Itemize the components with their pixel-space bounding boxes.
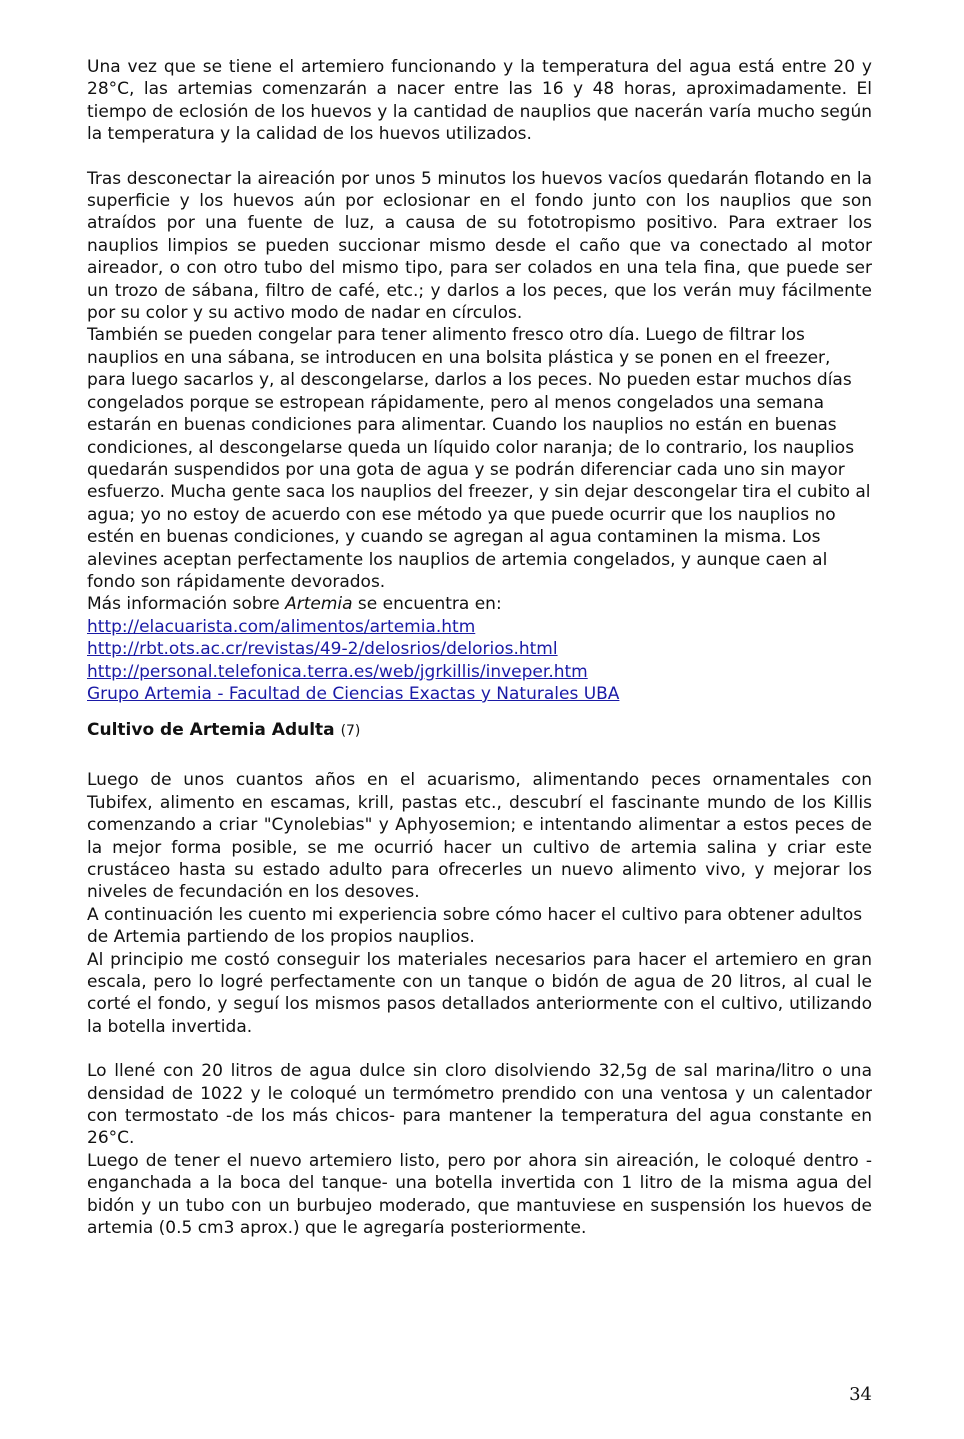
more-info-prefix: Más información sobre — [87, 594, 286, 615]
section-heading-ref: (7) — [340, 723, 361, 740]
paragraph-hatching: Una vez que se tiene el artemiero funcionando y la temperatura del agua está entre 20 y 28°C, las artemias comenzarán a nacer entre las 16 y 48 horas, aproximadamente. El tiempo de eclosión de los huevos y la cantidad de nauplios que nacerán varía mucho según la temperatura y la calidad de los huevos utilizados. — [87, 57, 872, 145]
link-grupo-artemia-uba[interactable]: Grupo Artemia - Facultad de Ciencias Exactas y Naturales UBA — [87, 683, 620, 704]
section-heading — [87, 719, 872, 742]
more-info-suffix: se encuentra en: — [352, 594, 502, 615]
paragraph-freezing: También se pueden congelar para tener alimento fresco otro día. Luego de filtrar los nauplios en una sábana, se introducen en una bolsita plástica y se ponen en el freezer, para luego sacarlos y, al descongelarse, darlos a los peces. No pueden estar muchos días congelados porque se estropean rápidamente, pero al menos congelados una semana estarán en buenas condiciones para alimentar. Cuando los nauplios no están en buenas condiciones, al descongelarse queda un líquido color naranja; de lo contrario, los nauplios quedarán suspendidos por una gota de agua y se podrán diferenciar cada uno sin mayor esfuerzo. Mucha gente saca los nauplios del freezer, y sin dejar descongelar tira el cubito al agua; yo no estoy de acuerdo con ese método ya que puede ocurrir que los nauplios no estén en buenas condiciones, y cuando se agregan al agua contaminen la misma. Los alevines aceptan perfectamente los nauplios de artemia congelados, y aunque caen al fondo son rápidamente devorados. — [87, 325, 871, 592]
paragraph-extracting-nauplii: Tras desconectar la aireación por unos 5 minutos los huevos vacíos quedarán flotando en la superficie y los huevos aún por eclosionar en el fondo junto con los nauplios que son atraídos por una fuente de luz, a causa de su fototropismo positivo. Para extraer los nauplios limpios se pueden succionar mismo desde el caño que va conectado al motor aireador, o con otro tubo del mismo tipo, para ser colados en una tela fina, que puede ser un trozo de sábana, filtro de café, etc.; y darlos a los peces, que los verán muy fácilmente por su color y su activo modo de nadar en círculos. — [87, 168, 872, 324]
reference-links — [87, 616, 872, 706]
page-number: 34 — [849, 1384, 872, 1405]
section-spacer — [87, 705, 872, 719]
paragraph-spacer — [87, 146, 872, 168]
more-info-line — [87, 593, 872, 615]
heading-spacer — [87, 742, 872, 769]
paragraph-filling-tank: Lo llené con 20 litros de agua dulce sin cloro disolviendo 32,5g de sal marina/litro o una densidad de 1022 y le coloqué un termómetro prendido con una ventosa y un calentador con termostato -de los más chicos- para mantener la temperatura del agua constante en 26°C. — [87, 1061, 872, 1149]
paragraph-experience: A continuación les cuento mi experiencia sobre cómo hacer el cultivo para obtener adultos de Artemia partiendo de los propios nauplios. — [87, 904, 863, 948]
paragraph-inverted-bottle: Luego de tener el nuevo artemiero listo, pero por ahora sin aireación, le coloqué dentro -enganchada a la boca del tanque- una botella invertida con 1 litro de la misma agua del bidón y un tubo con un burbujeo moderado, que mantuviese en suspensión los huevos de artemia (0.5 cm3 aprox.) que le agregaría posteriormente. — [87, 1150, 872, 1239]
link-rbt-ots[interactable]: http://rbt.ots.ac.cr/revistas/49-2/delosrios/delorios.html — [87, 639, 558, 660]
document-page — [87, 56, 872, 1240]
section-heading-title: Cultivo de Artemia Adulta — [87, 720, 335, 741]
paragraph-materials: Al principio me costó conseguir los materiales necesarios para hacer el artemiero en gran escala, pero lo logré perfectamente con un tanque o bidón de agua de 20 litros, al cual le corté el fondo, y seguí los mismos pasos detallados anteriormente con el cultivo, utilizando la botella invertida. — [87, 949, 872, 1037]
paragraph-spacer — [87, 1038, 872, 1060]
paragraph-killis-intro: Luego de unos cuantos años en el acuarismo, alimentando peces ornamentales con Tubifex, alimento en escamas, krill, pastas etc., descubrí el fascinante mundo de los Killis comenzando a criar "Cynolebias" y Aphyosemion; e intentando alimentar a estos peces de la mejor forma posible, se me ocurrió hacer un cultivo de artemia salina y criar este crustáceo hasta su estado adulto para ofrecerles un nuevo alimento vivo, y mejorar los niveles de fecundación en los desoves. — [87, 770, 872, 903]
link-telefonica-terra[interactable]: http://personal.telefonica.terra.es/web/jgrkillis/inveper.htm — [87, 661, 588, 682]
more-info-italic: Artemia — [285, 594, 353, 615]
link-elacuarista[interactable]: http://elacuarista.com/alimentos/artemia.htm — [87, 616, 476, 637]
